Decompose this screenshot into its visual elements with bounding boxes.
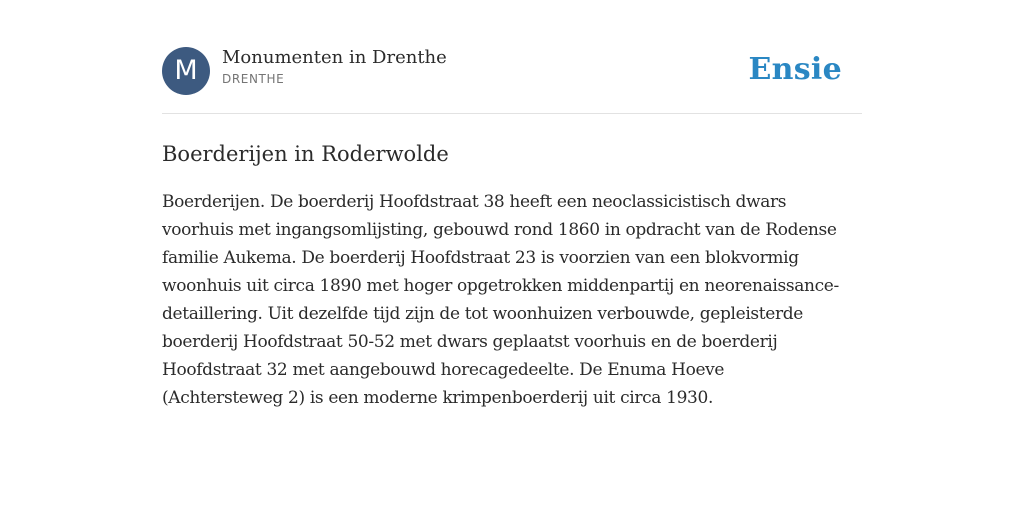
body-line: boerderij Hoofdstraat 50-52 met dwars geplaatst voorhuis en de boerderij bbox=[162, 332, 778, 352]
body-line: woonhuis uit circa 1890 met hoger opgetrokken middenpartij en neorenaissance- bbox=[162, 276, 839, 296]
article-body bbox=[162, 188, 862, 412]
body-line: Hoofdstraat 32 met aangebouwd horecagedeelte. De Enuma Hoeve bbox=[162, 360, 725, 380]
card-header bbox=[162, 46, 862, 114]
brand-logo[interactable]: Ensie bbox=[748, 52, 842, 87]
source-avatar[interactable]: M bbox=[162, 47, 210, 95]
body-line: familie Aukema. De boerderij Hoofdstraat 23 is voorzien van een blokvormig bbox=[162, 248, 799, 268]
body-line: voorhuis met ingangsomlijsting, gebouwd rond 1860 in opdracht van de Rodense bbox=[162, 220, 837, 240]
source-title[interactable]: Monumenten in Drenthe bbox=[222, 47, 447, 68]
definition-card bbox=[162, 46, 862, 412]
body-line: Boerderijen. De boerderij Hoofdstraat 38 heeft een neoclassicistisch dwars bbox=[162, 192, 787, 212]
body-line: detaillering. Uit dezelfde tijd zijn de tot woonhuizen verbouwde, gepleisterde bbox=[162, 304, 803, 324]
article-title: Boerderijen in Roderwolde bbox=[162, 142, 449, 166]
source-info bbox=[222, 47, 447, 86]
source-subtitle: DRENTHE bbox=[222, 72, 285, 86]
body-line: (Achtersteweg 2) is een moderne krimpenboerderij uit circa 1930. bbox=[162, 388, 714, 408]
